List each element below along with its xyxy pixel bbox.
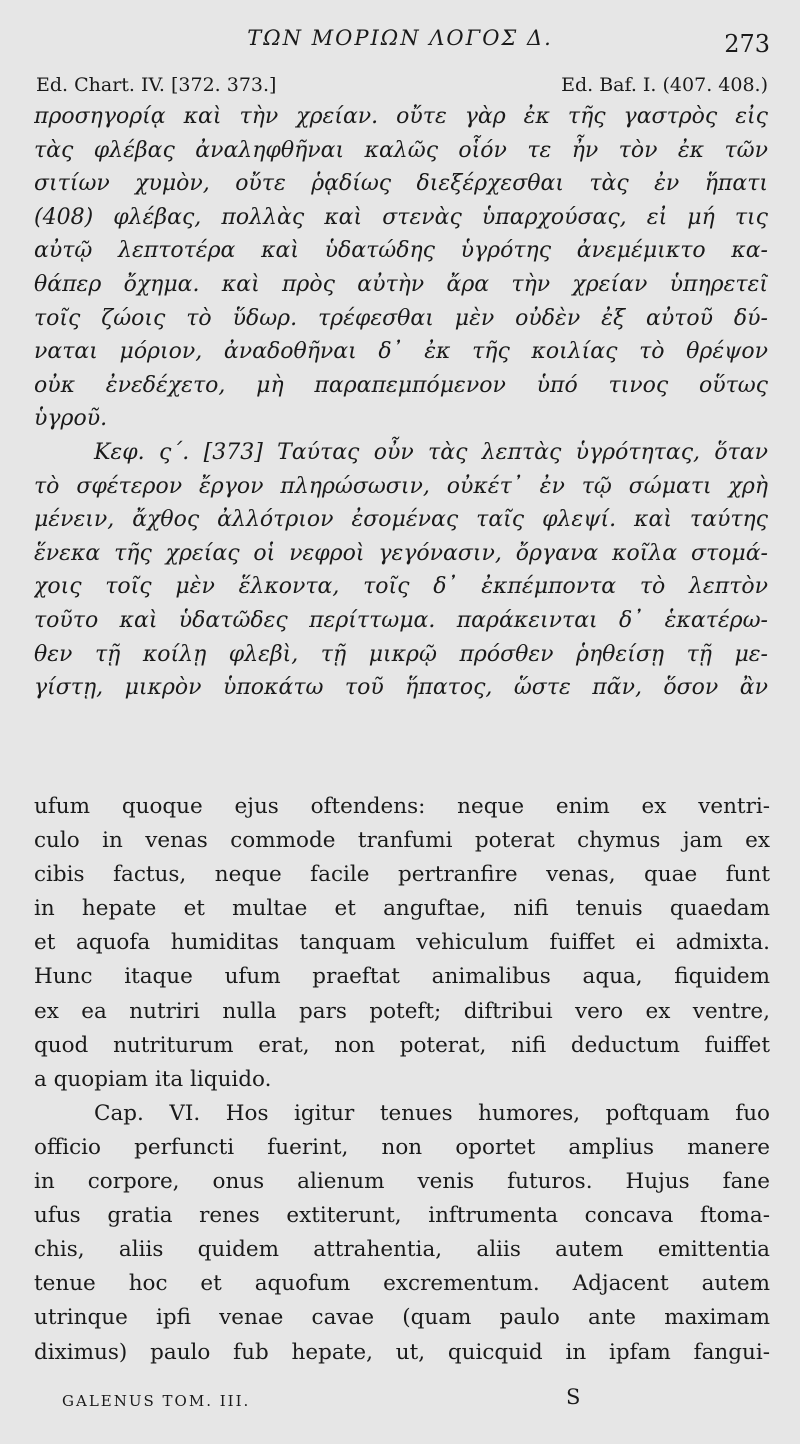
greek-line: μένειν, ἄχθος ἀλλότριον ἐσομένας ταῖς φλεψί. καὶ ταύτης <box>34 507 768 533</box>
volume-footer: GALENUS TOM. III. <box>62 1392 251 1410</box>
latin-chapter-start-line: Cap. VI. Hos igitur tenues humores, poftquam fuo <box>94 1100 770 1126</box>
latin-line: cibis factus, neque facile pertranfire venas, quae funt <box>34 862 770 888</box>
greek-line: ἕνεκα τῆς χρείας οἱ νεφροὶ γεγόνασιν, ὄργανα κοῖλα στομά- <box>34 540 768 566</box>
latin-text-block <box>34 790 770 1370</box>
latin-line: quod nutriturum erat, non poterat, nifi deductum fuiffet <box>34 1032 770 1058</box>
greek-line: οὐκ ἐνεδέχετο, μὴ παραπεμπόμενον ὑπό τινος οὕτως <box>34 372 768 398</box>
latin-line: in hepate et multae et anguftae, nifi tenuis quaedam <box>34 896 770 922</box>
latin-line: diximus) paulo fub hepate, ut, quicquid in ipfam fangui- <box>34 1339 770 1365</box>
greek-line: τοῖς ζώοις τὸ ὕδωρ. τρέφεσθαι μὲν οὐδὲν ἐξ αὐτοῦ δύ- <box>34 305 768 331</box>
greek-line: γίστῃ, μικρὸν ὑποκάτω τοῦ ἥπατος, ὥστε πᾶν, ὅσον ἂν <box>34 675 768 701</box>
greek-line: τὰς φλέβας ἀναληφθῆναι καλῶς οἷόν τε ἦν τὸν ἐκ τῶν <box>34 137 768 163</box>
greek-line: σιτίων χυμὸν, οὔτε ῥᾳδίως διεξέρχεσθαι τὰς ἐν ἥπατι <box>34 171 768 197</box>
latin-line: culo in venas commode tranfumi poterat chymus jam ex <box>34 828 770 854</box>
greek-line: αὐτῷ λεπτοτέρα καὶ ὑδατώδης ὑγρότης ἀνεμέμικτο κα- <box>34 238 768 264</box>
greek-line: τὸ σφέτερον ἔργον πληρώσωσιν, οὐκέτ᾽ ἐν τῷ σώματι χρὴ <box>34 473 768 499</box>
greek-text-block <box>34 100 768 705</box>
latin-line: utrinque ipfi venae cavae (quam paulo ante maximam <box>34 1305 770 1331</box>
greek-line: θάπερ ὄχημα. καὶ πρὸς αὐτὴν ἄρα τὴν χρείαν ὑπηρετεῖ <box>34 271 768 297</box>
running-head: ΤΩΝ ΜΟΡΙΩΝ ΛΟΓΟΣ Δ. <box>247 26 553 50</box>
latin-line: ufum quoque ejus oftendens: neque enim ex ventri- <box>34 794 770 819</box>
latin-line: officio perfuncti fuerint, non oportet amplius manere <box>34 1134 770 1160</box>
latin-line: in corpore, onus alienum venis futuros. Hujus fane <box>34 1169 770 1195</box>
greek-line: ναται μόριον, ἀναδοθῆναι δ᾽ ἐκ τῆς κοιλίας τὸ θρέψον <box>34 339 768 365</box>
latin-line: a quopiam ita liquido. <box>34 1066 272 1092</box>
greek-line: (408) φλέβας, πολλὰς καὶ στενὰς ὑπαρχούσας, εἰ μή τις <box>34 204 768 230</box>
latin-line: ex ea nutriri nulla pars poteft; diftribui vero ex ventre, <box>34 998 770 1024</box>
edition-reference-left: Ed. Chart. IV. [372. 373.] <box>36 74 277 96</box>
greek-line: ὑγροῦ. <box>34 406 108 432</box>
greek-line: θεν τῇ κοίλῃ φλεβὶ, τῇ μικρῷ πρόσθεν ῥηθείσῃ τῇ με- <box>34 641 768 667</box>
greek-line: χοις τοῖς μὲν ἕλκοντα, τοῖς δ᾽ ἐκπέμποντα τὸ λεπτὸν <box>34 574 768 600</box>
signature-mark: S <box>566 1385 581 1409</box>
latin-line: tenue hoc et aquofum excrementum. Adjacent autem <box>34 1271 770 1297</box>
latin-line: ufus gratia renes extiterunt, inftrumenta concava ftoma- <box>34 1203 770 1229</box>
edition-reference-right: Ed. Baf. I. (407. 408.) <box>561 74 768 96</box>
latin-line: et aquofa humiditas tanquam vehiculum fuiffet ei admixta. <box>34 930 770 956</box>
greek-line: τοῦτο καὶ ὑδατῶδες περίττωμα. παράκεινται δ᾽ ἑκατέρω- <box>34 607 768 633</box>
greek-line: προσηγορίᾳ καὶ τὴν χρείαν. οὔτε γὰρ ἐκ τῆς γαστρὸς εἰς <box>34 104 768 129</box>
page-number: 273 <box>724 30 770 58</box>
latin-line: chis, aliis quidem attrahentia, aliis autem emittentia <box>34 1237 770 1263</box>
latin-line: Hunc itaque ufum praeftat animalibus aqua, fiquidem <box>34 964 770 990</box>
greek-chapter-start-line: Κεφ. ς΄. [373] Ταύτας οὖν τὰς λεπτὰς ὑγρότητας, ὅταν <box>94 439 768 465</box>
